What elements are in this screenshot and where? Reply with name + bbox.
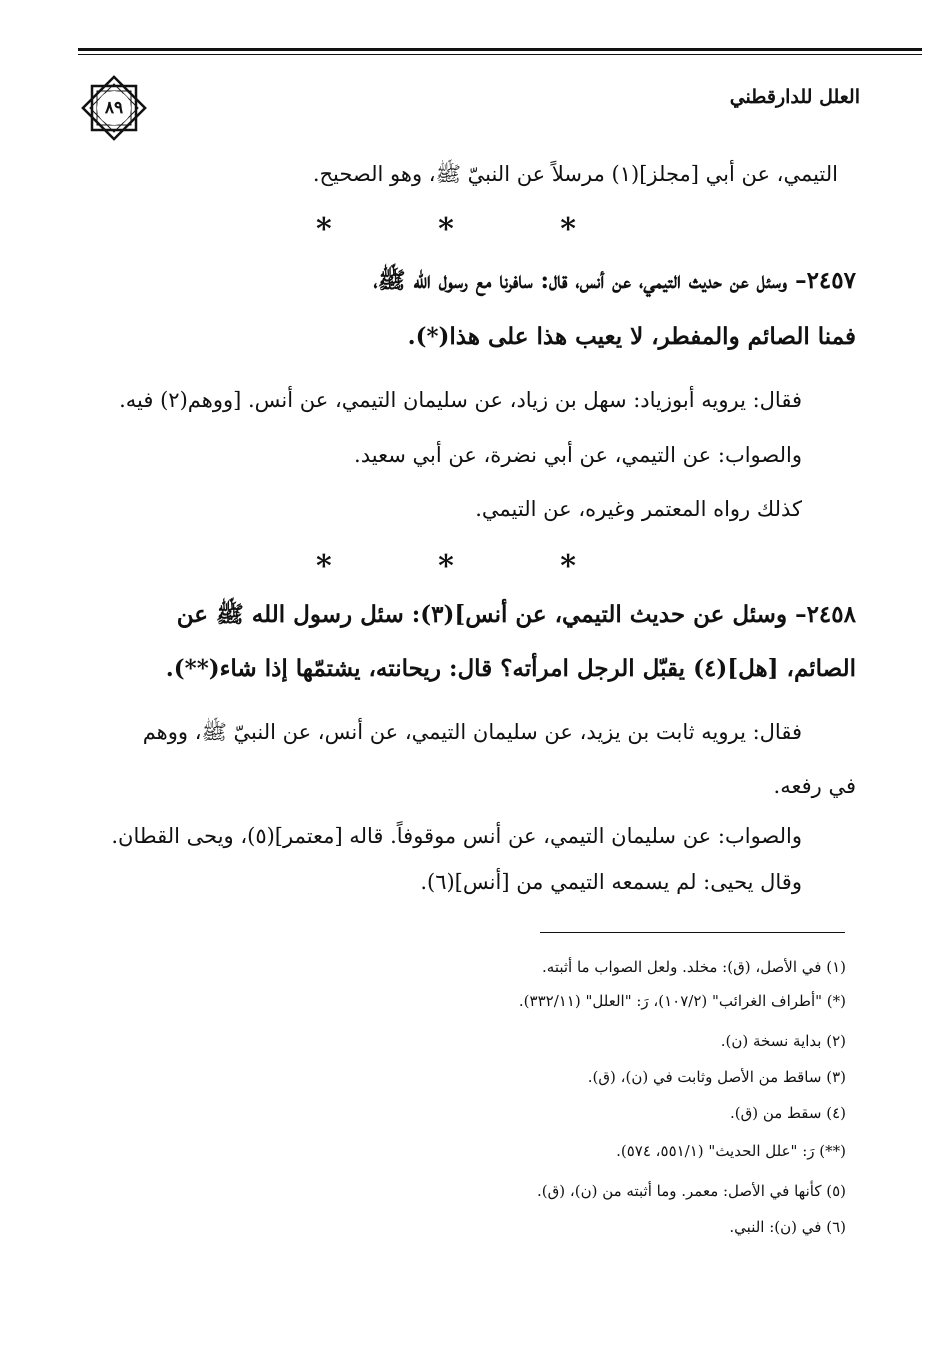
footnote: (٤) سقط من (ق).	[729, 1104, 846, 1122]
answer-2458-line: في رفعه.	[773, 774, 856, 798]
question-2458-line: الصائم، [هل](٤) يقبّل الرجل امرأته؟ قال: ريحانته، يشتمّها إذا شاء(**).	[165, 655, 856, 682]
footnote: (٢) بداية نسخة (ن).	[720, 1032, 846, 1050]
text-line: التيمي، عن أبي [مجلز](١) مرسلاً عن النبيّ ﷺ، وهو الصحيح.	[312, 162, 838, 186]
footnote-separator	[540, 932, 845, 933]
answer-2458-line: فقال: يرويه ثابت بن يزيد، عن سليمان التيمي، عن أنس، عن النبيّ ﷺ، ووهم	[142, 720, 802, 744]
page-header	[78, 72, 860, 142]
question-2457-line: ٢٤٥٧– وسئل عن حديث التيمي، عن أنس، قال: سافرنا مع رسول الله ﷺ،	[373, 267, 856, 294]
answer-2457-line: فقال: يرويه أبوزياد: سهل بن زياد، عن سليمان التيمي، عن أنس. [ووهم(٢) فيه.	[119, 388, 802, 412]
answer-2457-line: كذلك رواه المعتمر وغيره، عن التيمي.	[475, 497, 802, 521]
answer-2457-line: والصواب: عن التيمي، عن أبي نضرة، عن أبي سعيد.	[354, 443, 802, 467]
answer-2458-line: والصواب: عن سليمان التيمي، عن أنس موقوفاً. قاله [معتمر](٥)، ويحى القطان.	[111, 824, 802, 848]
answer-2458-line: وقال يحيى: لم يسمعه التيمي من [أنس](٦).	[420, 870, 802, 894]
question-2458-line: ٢٤٥٨– وسئل عن حديث التيمي، عن أنس](٣): سئل رسول الله ﷺ عن	[176, 601, 856, 628]
footnote: (٥) كأنها في الأصل: معمر. وما أثبته من (ن)، (ق).	[537, 1182, 846, 1200]
header-rule	[78, 48, 922, 56]
page-number: ٨٩	[104, 98, 124, 118]
footnote: (٦) في (ن): النبي.	[729, 1218, 846, 1236]
footnote: (**) رَ: "علل الحديث" (٥٥١/١، ٥٧٤).	[616, 1142, 846, 1160]
footnote: (٣) ساقط من الأصل وثابت في (ن)، (ق).	[587, 1068, 846, 1086]
page-number-badge	[78, 72, 150, 144]
footnote: (١) في الأصل، (ق): مخلد. ولعل الصواب ما أثبته.	[542, 958, 846, 976]
footnote: (*) "أطراف الغرائب" (١٠٧/٢)، رَ: "العلل" (٣٣٢/١١).	[518, 992, 846, 1010]
book-title: العلل للدارقطني	[729, 86, 860, 108]
section-separator: * * *	[316, 549, 624, 584]
section-separator: * * *	[316, 212, 624, 247]
question-2457-line: فمنا الصائم والمفطر، لا يعيب هذا على هذا(*).	[407, 323, 856, 350]
